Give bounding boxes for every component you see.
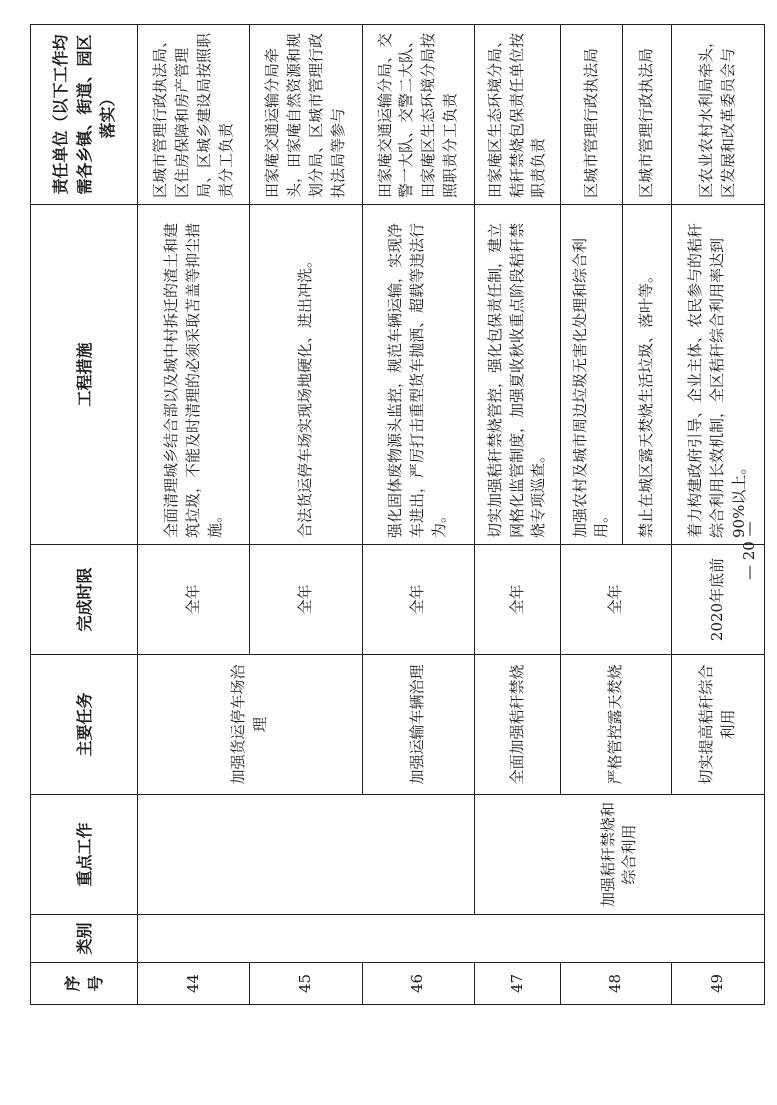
responsible-cell: 田家庵交通运输分局牵头，田家庵自然资源和规划分局、区城市管理行政执法局等参与 xyxy=(250,25,362,205)
seq-cell: 44 xyxy=(138,963,250,1005)
deadline-cell: 全年 xyxy=(474,545,561,655)
category-cell xyxy=(138,915,765,963)
responsible-cell: 田家庵区生态环境分局、秸秆禁烧包保责任单位按职责负责 xyxy=(474,25,561,205)
deadline-cell: 全年 xyxy=(362,545,474,655)
deadline-cell: 全年 xyxy=(138,545,250,655)
measure-cell: 禁止在城区露天焚烧生活垃圾、落叶等。 xyxy=(622,205,671,545)
measure-cell: 着力构建政府引导、企业主体、农民参与的秸秆综合利用长效机制，全区秸秆综合利用率达到90%以上。 xyxy=(671,205,764,545)
table-row xyxy=(474,25,561,1005)
key-work-cell xyxy=(138,795,474,915)
measure-cell: 全面清理城乡结合部以及城中村拆迁的渣土和建筑垃圾，不能及时清理的必须采取苫盖等抑尘措施。 xyxy=(138,205,250,545)
seq-cell: 48 xyxy=(561,963,671,1005)
responsible-cell: 区城市管理行政执法局 xyxy=(561,25,622,205)
page-number: — 20 — xyxy=(740,521,758,580)
task-cell: 切实提高秸秆综合利用 xyxy=(671,655,764,795)
task-cell: 严格管控露天焚烧 xyxy=(561,655,671,795)
header-deadline: 完成时限 xyxy=(31,545,138,655)
responsible-cell: 区城市管理行政执法局、区住房保障和房产管理局、区城乡建设局按照职责分工负责 xyxy=(138,25,250,205)
task-cell: 全面加强秸秆禁烧 xyxy=(474,655,561,795)
header-row xyxy=(31,25,138,1005)
measure-cell: 强化固体废物源头监控，规范车辆运输，实现净车进出，严厉打击重型货车抛洒、超载等违法行为。 xyxy=(362,205,474,545)
header-seq: 序号 xyxy=(31,963,138,1005)
seq-cell: 45 xyxy=(250,963,362,1005)
measure-cell: 加强农村及城市周边垃圾无害化处理和综合利用。 xyxy=(561,205,622,545)
measure-cell: 切实加强秸秆禁烧管控，强化包保责任制，建立网格化监管制度，加强夏收秋收重点阶段秸秆禁烧专项巡查。 xyxy=(474,205,561,545)
table-row xyxy=(138,25,250,1005)
tasks-table xyxy=(30,24,765,1005)
deadline-cell: 2020年底前 xyxy=(671,545,764,655)
seq-cell: 46 xyxy=(362,963,474,1005)
measure-cell: 合法货运停车场实现场地硬化、进出冲洗。 xyxy=(250,205,362,545)
header-main-task: 主要任务 xyxy=(31,655,138,795)
task-cell: 加强货运停车场治理 xyxy=(138,655,362,795)
responsible-cell: 区城市管理行政执法局 xyxy=(622,25,671,205)
header-responsible: 责任单位（以下工作均需各乡镇、街道、园区落实） xyxy=(31,25,138,205)
responsible-cell: 区农业农村水利局牵头，区发展和改革委员会与 xyxy=(671,25,764,205)
header-measures: 工程措施 xyxy=(31,205,138,545)
header-category: 类别 xyxy=(31,915,138,963)
deadline-cell: 全年 xyxy=(250,545,362,655)
task-cell: 加强运输车辆治理 xyxy=(362,655,474,795)
key-work-cell: 加强秸秆禁烧和综合利用 xyxy=(474,795,764,915)
header-key-work: 重点工作 xyxy=(31,795,138,915)
seq-cell: 49 xyxy=(671,963,764,1005)
seq-cell: 47 xyxy=(474,963,561,1005)
responsible-cell: 田家庵交通运输分局、交警一大队、交警二大队、田家庵区生态环境分局按照职责分工负责 xyxy=(362,25,474,205)
deadline-cell: 全年 xyxy=(561,545,671,655)
